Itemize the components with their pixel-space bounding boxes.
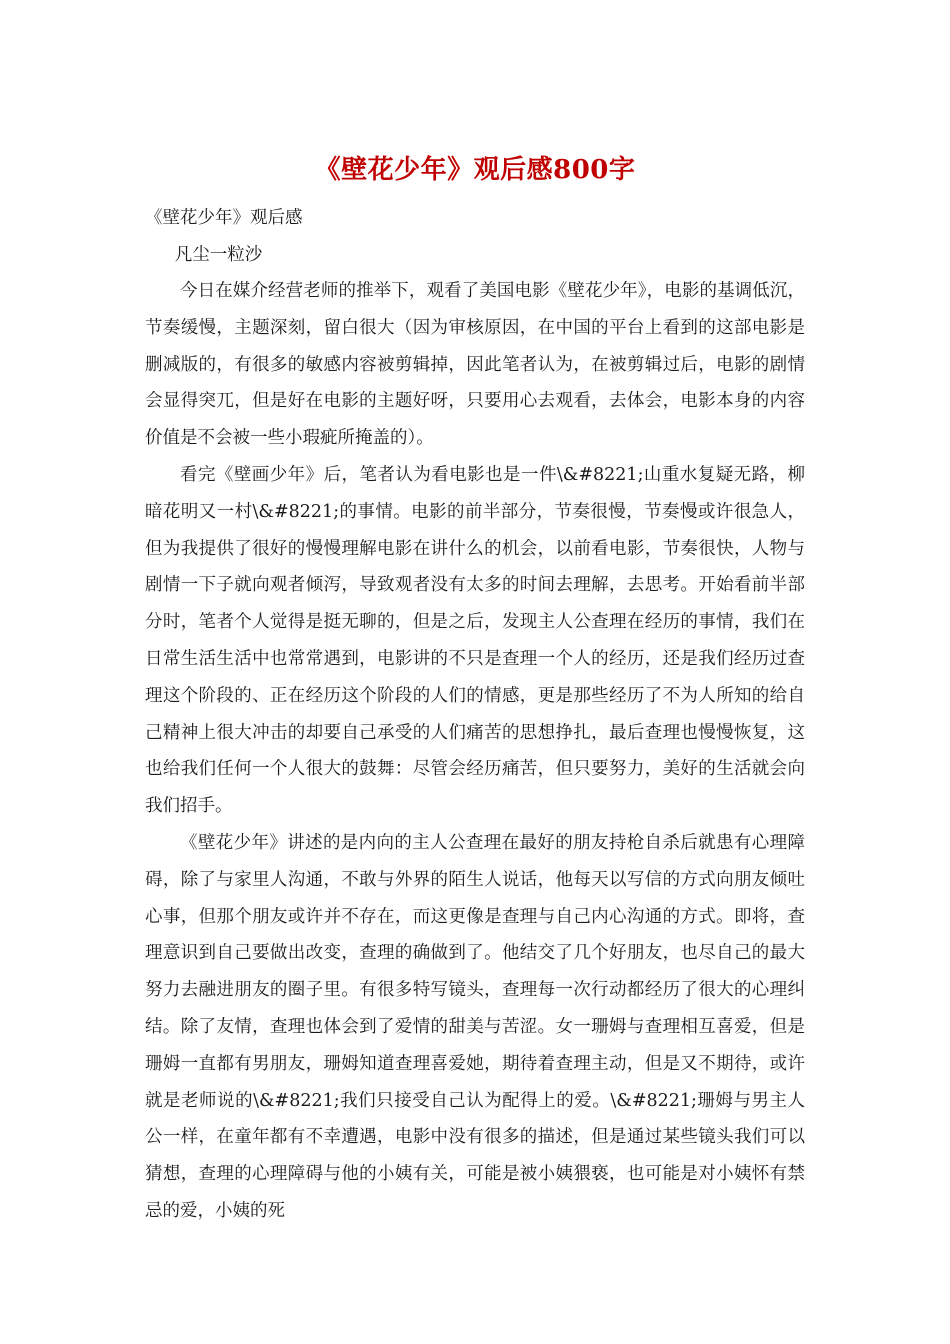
document-subtitle: 《壁花少年》观后感 bbox=[145, 208, 303, 228]
paragraph-3: 《壁花少年》讲述的是内向的主人公查理在最好的朋友持枪自杀后就患有心理障碍，除了与家里人沟通，不敢与外界的陌生人说话，他每天以写信的方式向朋友倾吐心事，但那个朋友或许并不存在，而这更像是查理与自己内心沟通的方式。即将，查理意识到自己要做出改变，查理的确做到了。他结交了几个好朋友，也尽自己的最大努力去融进朋友的圈子里。有很多特写镜头，查理每一次行动都经历了很大的心理纠结。除了友情，查理也体会到了爱情的甜美与苦涩。女一珊姆与查理相互喜爱，但是珊姆一直都有男朋友，珊姆知道查理喜爱她，期待着查理主动，但是又不期待，或许就是老师说的\&#8221;我们只接受自己认为配得上的爱。\&#8221;珊姆与男主人公一样，在童年都有不幸遭遇，电影中没有很多的描述，但是通过某些镜头我们可以猜想，查理的心理障碍与他的小姨有关，可能是被小姨猥亵，也可能是对小姨怀有禁忌的爱，小姨的死 bbox=[145, 832, 805, 1221]
document-title: 《壁花少年》观后感800字 bbox=[314, 155, 636, 185]
paragraph-1: 今日在媒介经营老师的推举下，观看了美国电影《壁花少年》，电影的基调低沉，节奏缓慢，主题深刻，留白很大（因为审核原因，在中国的平台上看到的这部电影是删减版的，有很多的敏感内容被剪辑掉，因此笔者认为，在被剪辑过后，电影的剧情会显得突兀，但是好在电影的主题好呀，只要用心去观看，去体会，电影本身的内容价值是不会被一些小瑕疵所掩盖的）。 bbox=[145, 281, 805, 449]
document-body bbox=[145, 150, 805, 1230]
document-author: 凡尘一粒沙 bbox=[174, 244, 263, 265]
paragraph-2: 看完《壁画少年》后，笔者认为看电影也是一件\&#8221;山重水复疑无路，柳暗花明又一村\&#8221;的事情。电影的前半部分，节奏很慢，节奏慢或许很急人，但为我提供了很好的慢慢理解电影在讲什么的机会，以前看电影，节奏很快，人物与剧情一下子就向观者倾泻，导致观者没有太多的时间去理解，去思考。开始看前半部分时，笔者个人觉得是挺无聊的，但是之后，发现主人公查理在经历的事情，我们在日常生活生活中也常常遇到，电影讲的不只是查理一个人的经历，还是我们经历过查理这个阶段的、正在经历这个阶段的人们的情感，更是那些经历了不为人所知的给自己精神上很大冲击的却要自己承受的人们痛苦的思想挣扎，最后查理也慢慢恢复，这也给我们任何一个人很大的鼓舞：尽管会经历痛苦，但只要努力，美好的生活就会向我们招手。 bbox=[145, 464, 805, 817]
